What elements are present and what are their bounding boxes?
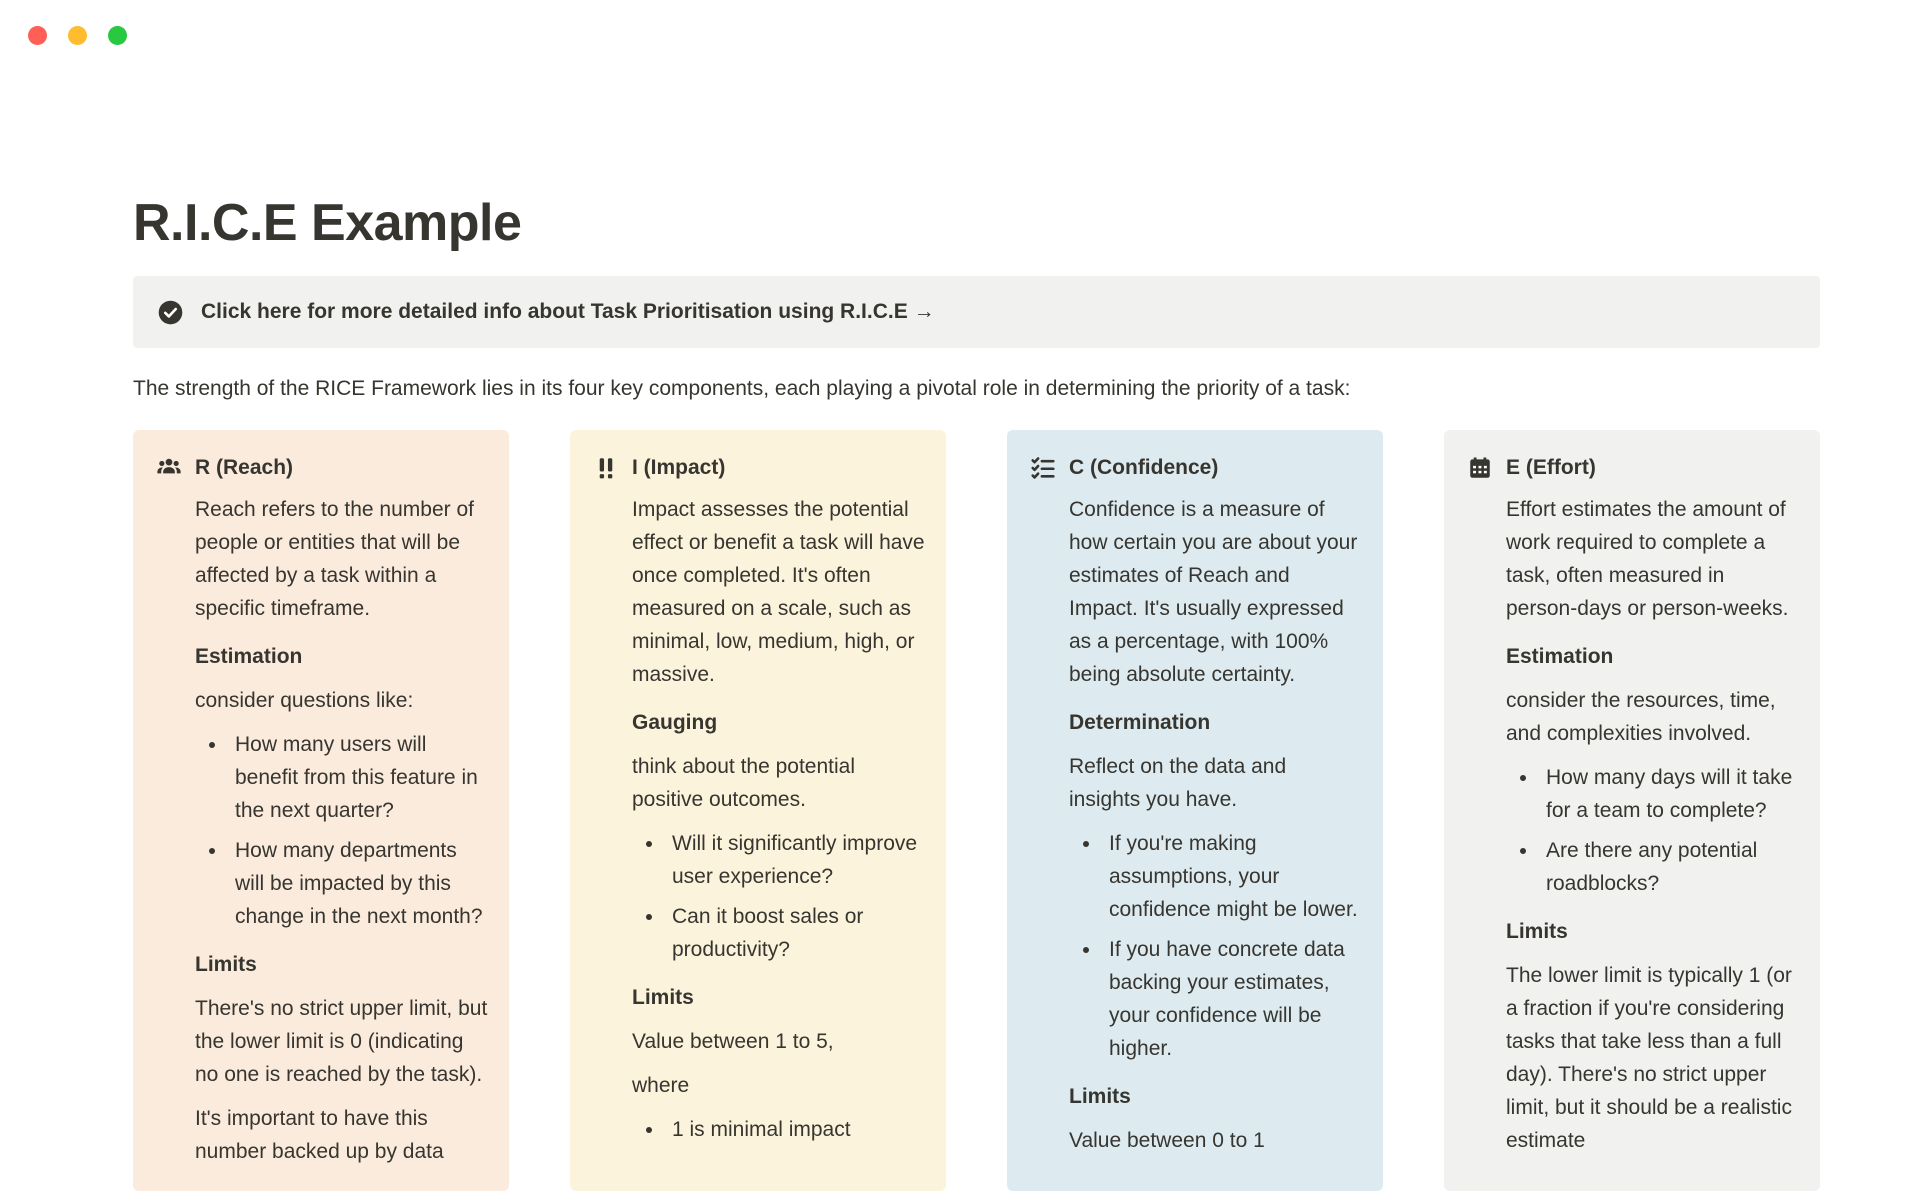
traffic-light-close[interactable]: [28, 26, 47, 45]
card-subheading: Limits: [1506, 920, 1568, 943]
bullet-item: • How many departments will be impacted by this change in the next month?: [228, 834, 489, 933]
card-title: C (Confidence): [1069, 456, 1219, 479]
card-paragraph: Impact assesses the potential effect or benefit a task will have once completed. It's often measured on a scale, such as minimal, low, medium, high, or massive.: [632, 498, 925, 686]
card-bullet-list: [632, 1113, 926, 1146]
bullet-item: • If you have concrete data backing your estimates, your confidence will be higher.: [1102, 933, 1363, 1065]
traffic-light-zoom[interactable]: [108, 26, 127, 45]
card-content: [195, 493, 489, 1168]
card-paragraph: Value between 1 to 5,: [632, 1030, 834, 1053]
card-content: [1069, 493, 1363, 1157]
card-header: [592, 454, 926, 482]
card-impact: [570, 430, 946, 1191]
card-paragraph: think about the potential positive outcomes.: [632, 755, 856, 811]
bullet-item: • Will it significantly improve user experience?: [665, 827, 926, 893]
bullet-item: • If you're making assumptions, your confidence might be lower.: [1102, 827, 1363, 926]
people-group-icon: [155, 455, 182, 482]
card-subheading: Limits: [195, 953, 257, 976]
bullet-item: • Can it boost sales or productivity?: [665, 900, 926, 966]
card-paragraph: It's important to have this number backed up by data: [195, 1107, 444, 1163]
page-body: [133, 0, 1820, 1191]
card-paragraph: consider the resources, time, and complexities involved.: [1506, 689, 1776, 745]
checklist-icon: [1029, 455, 1056, 482]
bullet-item: • How many users will benefit from this feature in the next quarter?: [228, 728, 489, 827]
card-paragraph: consider questions like:: [195, 689, 414, 712]
card-subheading: Limits: [632, 986, 694, 1009]
calendar-icon: [1466, 455, 1493, 482]
card-paragraph: There's no strict upper limit, but the lower limit is 0 (indicating no one is reached by the task).: [195, 997, 488, 1086]
callout-link[interactable]: [133, 276, 1820, 348]
card-paragraph: Reflect on the data and insights you have.: [1069, 755, 1287, 811]
card-header: [1466, 454, 1800, 482]
card-paragraph: Value between 0 to 1: [1069, 1129, 1265, 1152]
card-reach: [133, 430, 509, 1191]
cards-row: [133, 430, 1820, 1191]
check-circle-icon: [157, 299, 184, 326]
bullet-item: • Are there any potential roadblocks?: [1539, 834, 1800, 900]
card-paragraph: Reach refers to the number of people or entities that will be affected by a task within a specific timeframe.: [195, 498, 474, 620]
card-paragraph: Effort estimates the amount of work required to complete a task, often measured in person-days or person-weeks.: [1506, 498, 1789, 620]
page-title: R.I.C.E Example: [133, 194, 522, 252]
bullet-item: • 1 is minimal impact: [665, 1113, 926, 1146]
traffic-light-minimize[interactable]: [68, 26, 87, 45]
card-title: E (Effort): [1506, 456, 1596, 479]
card-paragraph: The lower limit is typically 1 (or a fraction if you're considering tasks that take less than a full day). There's no strict upper limit, but it should be a realistic estimate: [1506, 964, 1792, 1152]
card-title: R (Reach): [195, 456, 294, 479]
card-subheading: Estimation: [1506, 645, 1614, 668]
card-bullet-list: [195, 728, 489, 933]
card-content: [1506, 493, 1800, 1157]
card-title: I (Impact): [632, 456, 726, 479]
card-header: [155, 454, 489, 482]
card-header: [1029, 454, 1363, 482]
card-subheading: Gauging: [632, 711, 718, 734]
window-controls: [28, 26, 127, 45]
double-exclamation-icon: [592, 455, 619, 482]
card-effort: [1444, 430, 1820, 1191]
card-content: [632, 493, 926, 1146]
card-bullet-list: [1506, 761, 1800, 900]
card-paragraph: Confidence is a measure of how certain you are about your estimates of Reach and Impact. It's usually expressed as a percentage, with 100% being absolute certainty.: [1069, 498, 1358, 686]
card-confidence: [1007, 430, 1383, 1191]
callout-text: Click here for more detailed info about Task Prioritisation using R.I.C.E →: [201, 300, 935, 323]
card-bullet-list: [632, 827, 926, 966]
card-bullet-list: [1069, 827, 1363, 1065]
intro-text: The strength of the RICE Framework lies in its four key components, each playing a pivotal role in determining the priority of a task:: [133, 377, 1351, 400]
card-subheading: Limits: [1069, 1085, 1131, 1108]
card-paragraph: where: [632, 1074, 690, 1097]
card-subheading: Determination: [1069, 711, 1211, 734]
bullet-item: • How many days will it take for a team to complete?: [1539, 761, 1800, 827]
card-subheading: Estimation: [195, 645, 303, 668]
